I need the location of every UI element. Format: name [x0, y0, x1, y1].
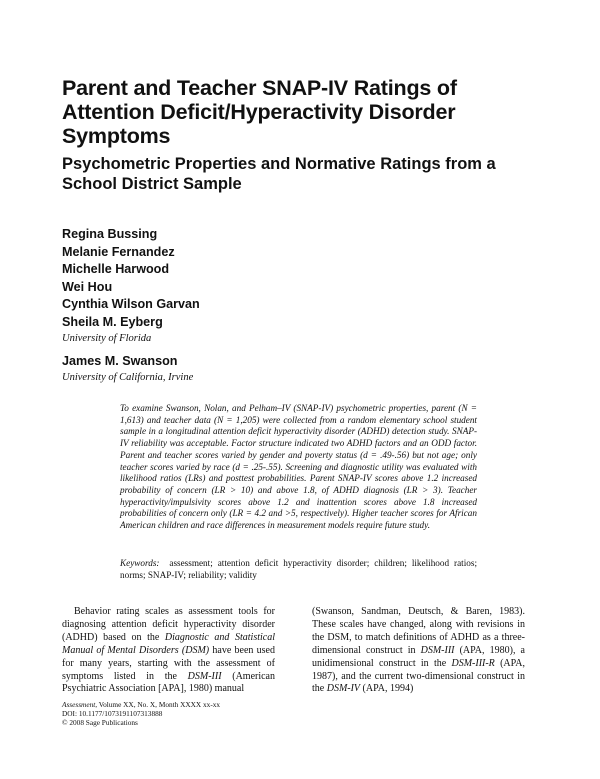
second-author-block [62, 353, 462, 384]
author-name: Michelle Harwood [62, 262, 170, 277]
journal-name: Assessment [62, 700, 96, 709]
author-name: Wei Hou [62, 279, 113, 294]
article-title: Parent and Teacher SNAP-IV Ratings of Attention Deficit/Hyperactivity Disorder Symptoms [62, 76, 457, 148]
author-name: Melanie Fernandez [62, 244, 175, 259]
author-name: Regina Bussing [62, 227, 158, 241]
article-subtitle: Psychometric Properties and Normative Ratings from a School District Sample [62, 155, 496, 193]
body-text: Behavior rating scales as assessment tools for diagnosing attention deficit hyperactivity disorder (ADHD) based on the [62, 606, 275, 643]
abstract: To examine Swanson, Nolan, and Pelham–IV (SNAP-IV) psychometric properties, parent (N = 1,613) and teacher data (N = 1,205) were collected from a random elementary school student sample in a longitudinal attention deficit hyperactivity disorder (ADHD) detection study. SNAP-IV reliability was acceptable. Factor structure indicated two ADHD factors and an ODD factor. Parent and teacher scores varied by gender and poverty status (d = .49-.56) but not age; only teacher scores varied by race (d = .25-.55). Screening and diagnostic utility was evaluated with likelihood ratios (LRs) and posttest probabilities. Parent SNAP-IV scores above 1.2 increased probability of concern (LR > 10) and above 1.8, of ADHD diagnosis (LR > 3). Teacher hyperactivity/impulsivity scores above 1.2 and inattention scores above 1.8 increased probabilities of concern only (LR = 4.2 and >5, respectively). Higher teacher scores for African American children and race differences in measurement models require future study. [120, 403, 477, 531]
body-text-italic: DSM-III-R [451, 657, 495, 669]
body-text: (American Psychiatric Association [APA], 1980) manual [62, 670, 276, 695]
keywords-label: Keywords: [120, 558, 160, 568]
body-text: (APA, 1987), and the current two-dimensional construct in the [312, 657, 526, 695]
body-text: (Swanson, Sandman, Deutsch, & Baren, 1983). These scales have changed, along with revisions in the DSM, to match definitions of ADHD as a three-dimensional construct in [312, 606, 525, 656]
body-text-italic: DSM-III [187, 670, 222, 682]
keywords-list: assessment; attention deficit hyperactivity disorder; children; likelihood ratios; norms; SNAP-IV; reliability; validity [120, 558, 477, 580]
author-name: Sheila M. Eyberg [62, 314, 163, 329]
author-affiliation: University of Florida [62, 332, 152, 344]
body-text: have been used for many years, starting with the assessment of symptoms listed in the [62, 644, 275, 682]
author-affiliation: University of California, Irvine [62, 371, 194, 383]
publication-footer [62, 701, 302, 727]
body-column-left [62, 606, 275, 696]
body-text-italic: DSM-IV [326, 683, 361, 695]
body-text: (APA, 1994) [360, 683, 414, 695]
body-text: (APA, 1980), a unidimensional construct in the [312, 644, 525, 669]
author-block [62, 226, 462, 345]
author-name: Cynthia Wilson Garvan [62, 297, 200, 312]
doi: DOI: 10.1177/1073191107313888 [62, 708, 163, 718]
author-name: James M. Swanson [62, 354, 178, 368]
journal-volume: , Volume XX, No. X, Month XXXX xx-xx [95, 700, 221, 709]
body-column-right [312, 606, 525, 696]
body-text-italic: Diagnostic and Statistical Manual of Mental Disorders (DSM) [62, 631, 275, 656]
keywords [120, 558, 477, 581]
copyright: © 2008 Sage Publications [62, 717, 138, 727]
body-text-italic: DSM-III [420, 644, 455, 656]
